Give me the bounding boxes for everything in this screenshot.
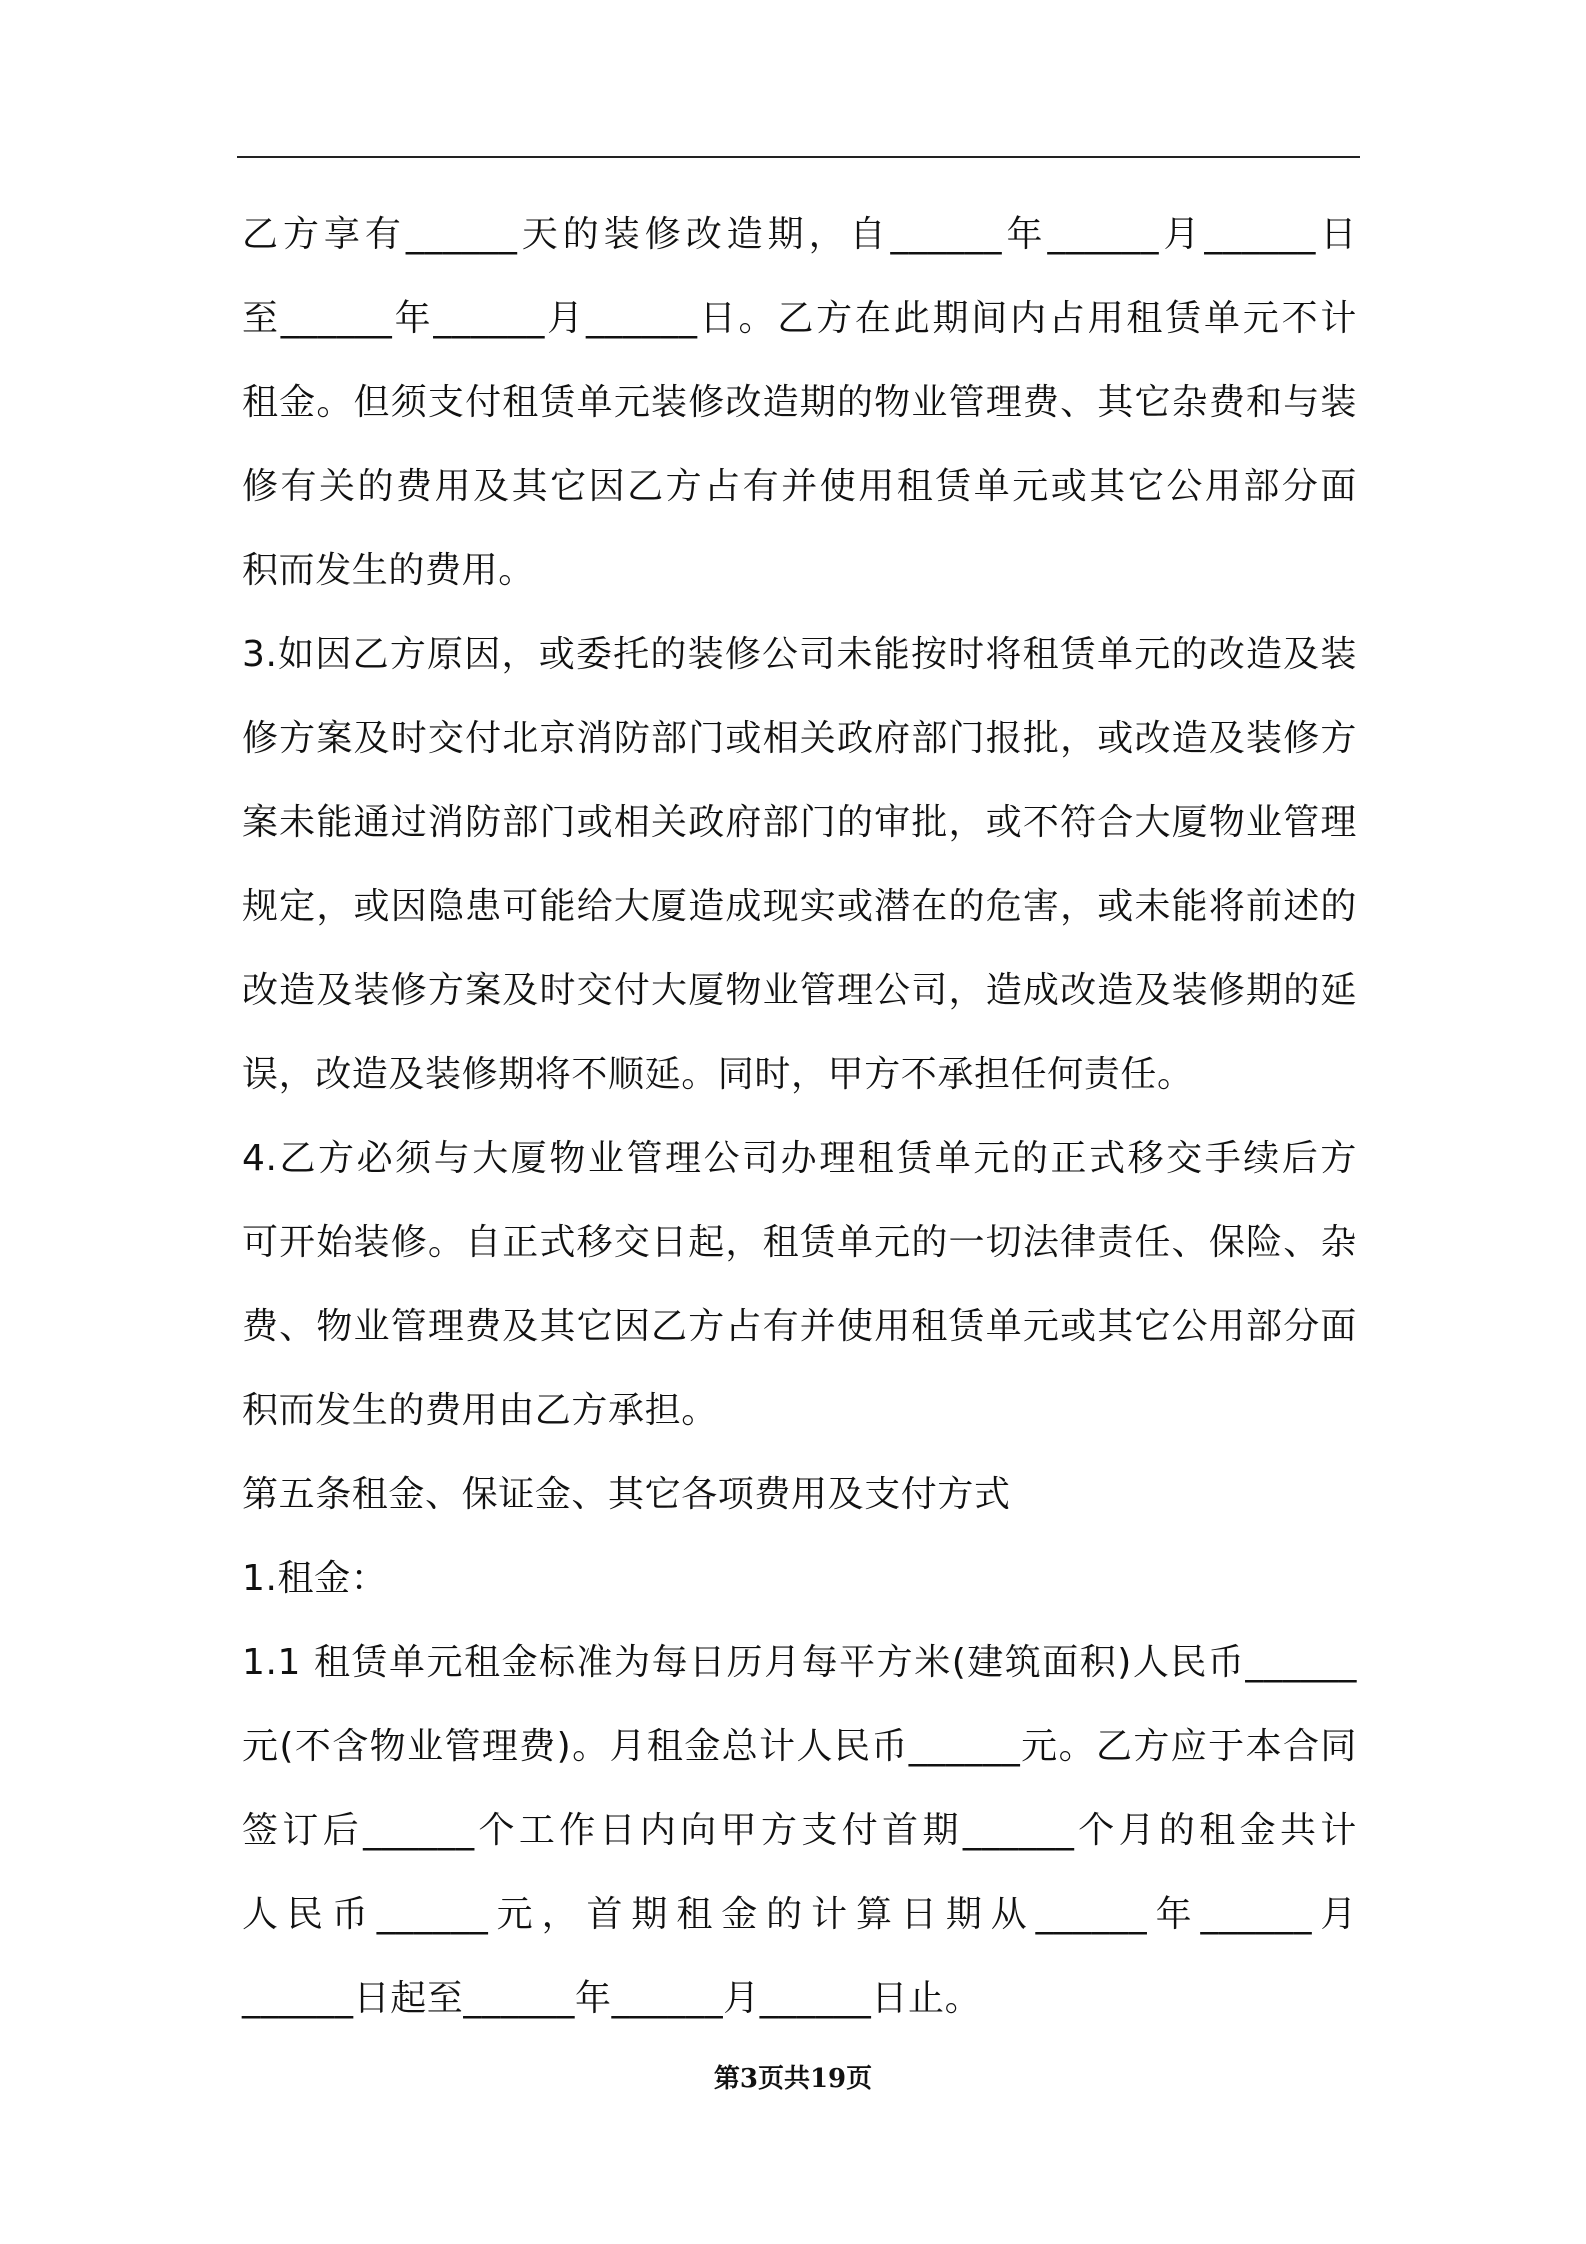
text-line: 租金。但须支付租赁单元装修改造期的物业管理费、其它杂费和与装: [242, 382, 1357, 423]
text-line: 误，改造及装修期将不顺延。同时，甲方不承担任何责任。: [242, 1054, 1194, 1095]
text-line: 改造及装修方案及时交付大厦物业管理公司，造成改造及装修期的延: [242, 970, 1357, 1011]
header-rule: [237, 156, 1360, 158]
text-line: 1.1 租赁单元租金标准为每日历月每平方米(建筑面积)人民币______: [242, 1642, 1357, 1683]
text-line: 案未能通过消防部门或相关政府部门的审批，或不符合大厦物业管理: [242, 802, 1357, 843]
text-line: 费、物业管理费及其它因乙方占有并使用租赁单元或其它公用部分面: [242, 1306, 1357, 1347]
text-line: 元(不含物业管理费)。月租金总计人民币______元。乙方应于本合同: [242, 1726, 1357, 1767]
text-line: 规定，或因隐患可能给大厦造成现实或潜在的危害，或未能将前述的: [242, 886, 1357, 927]
text-line: 可开始装修。自正式移交日起，租赁单元的一切法律责任、保险、杂: [242, 1222, 1357, 1263]
text-line: 1.租金：: [242, 1558, 388, 1599]
section-heading: 第五条租金、保证金、其它各项费用及支付方式: [242, 1474, 1011, 1515]
text-line: 修有关的费用及其它因乙方占有并使用租赁单元或其它公用部分面: [242, 466, 1357, 507]
text-line: 至______年______月______日。乙方在此期间内占用租赁单元不计: [242, 298, 1357, 339]
text-line: 4.乙方必须与大厦物业管理公司办理租赁单元的正式移交手续后方: [242, 1138, 1357, 1179]
text-line: ______日起至______年______月______日止。: [242, 1978, 982, 2019]
text-line: 积而发生的费用由乙方承担。: [242, 1390, 718, 1431]
text-line: 人民币______元，首期租金的计算日期从______年______月: [242, 1894, 1357, 1935]
text-line: 3.如因乙方原因，或委托的装修公司未能按时将租赁单元的改造及装: [242, 634, 1357, 675]
page-number: 第3页共19页: [713, 2064, 873, 2094]
text-line: 乙方享有______天的装修改造期，自______年______月______日: [242, 214, 1357, 255]
document-body: [242, 193, 1357, 2041]
text-line: 签订后______个工作日内向甲方支付首期______个月的租金共计: [242, 1810, 1357, 1851]
text-line: 积而发生的费用。: [242, 550, 535, 591]
text-line: 修方案及时交付北京消防部门或相关政府部门报批，或改造及装修方: [242, 718, 1357, 759]
